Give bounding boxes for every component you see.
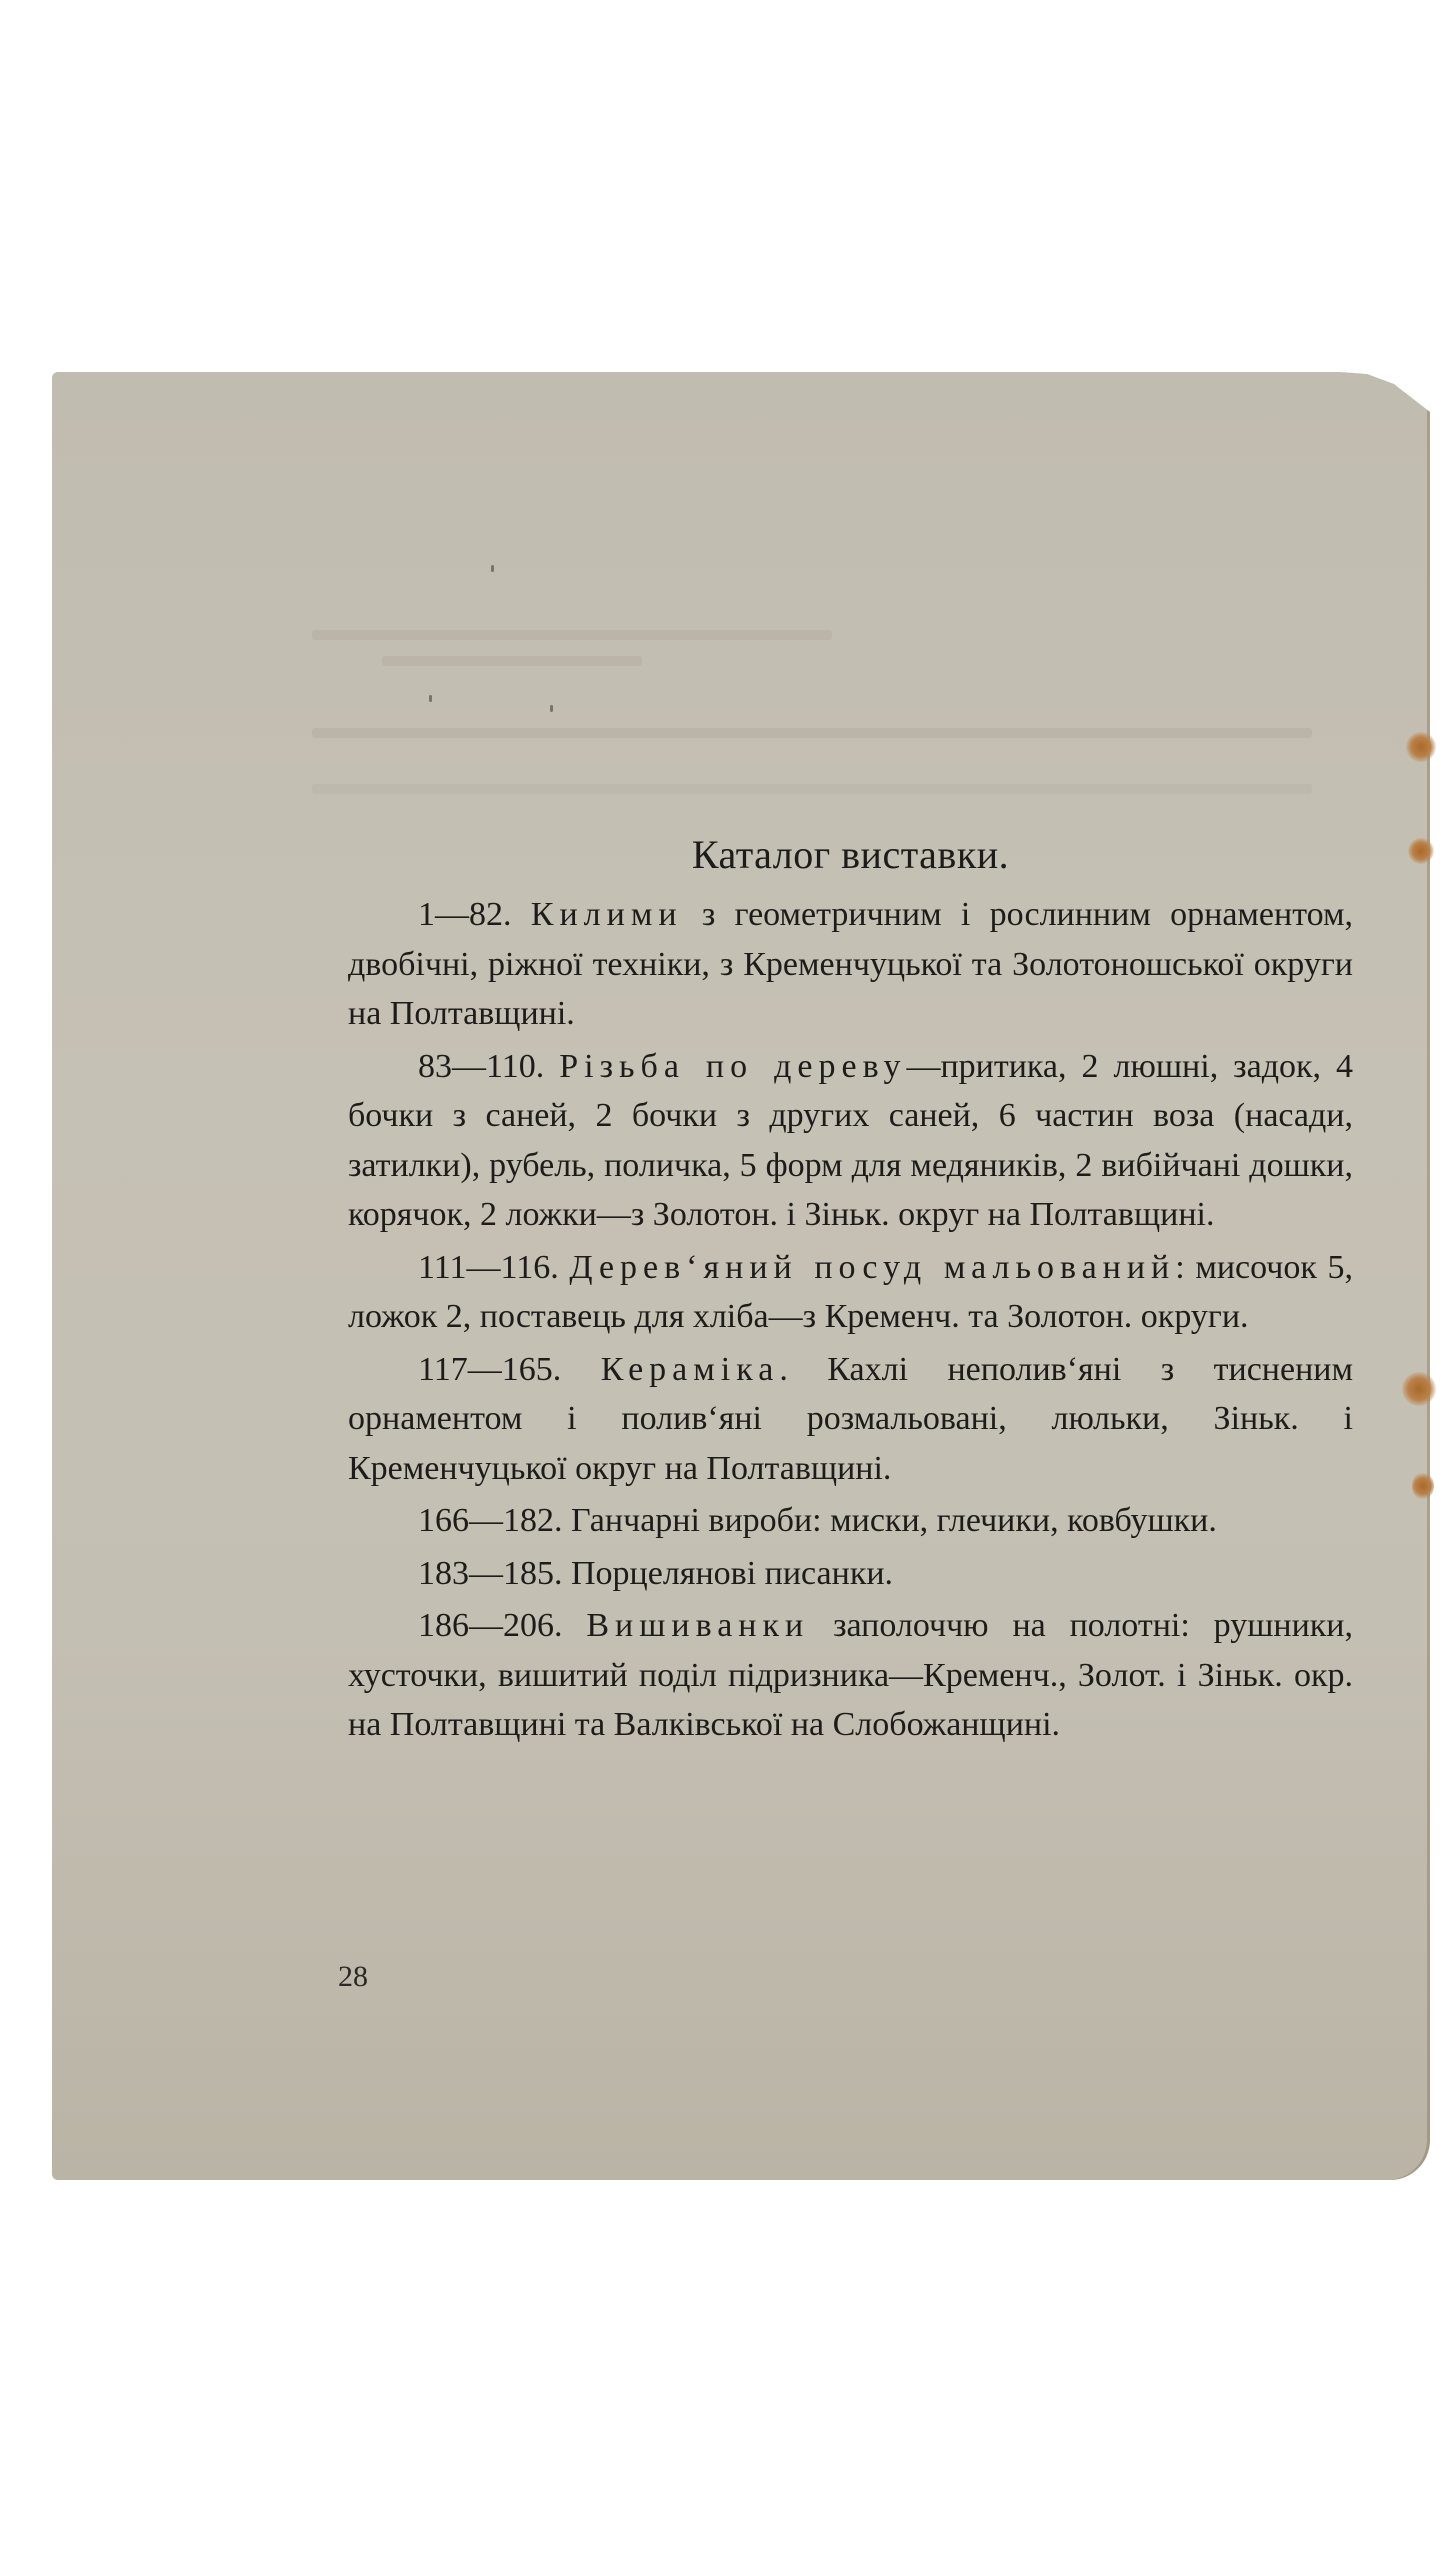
- entry-heading: Дерев‘яний посуд мальований: [569, 1248, 1176, 1286]
- entry-heading: Різьба по дереву: [559, 1047, 907, 1085]
- entry-text: . Кахлі неполив‘яні з тисненим орнаментом і полив‘яні розмальовані, люльки, Зіньк. і Кременчуцької округ на Полтавщині.: [348, 1350, 1353, 1487]
- entry-range: 186—206.: [418, 1607, 563, 1644]
- entry-range: 117—165.: [418, 1350, 562, 1388]
- entry-range: 1—82.: [418, 896, 512, 933]
- entry-range: 83—110.: [418, 1047, 545, 1085]
- paper-speck: [429, 695, 432, 702]
- catalog-entry: [348, 1496, 1353, 1546]
- page-content: [348, 820, 1353, 1753]
- catalog-entry: [348, 1042, 1353, 1240]
- bleed-through-line: [382, 656, 642, 666]
- entry-text: Ганчарні вироби: миски, глечики, ковбушки.: [571, 1502, 1217, 1539]
- catalog-entry: [348, 1601, 1353, 1750]
- paper-speck: [550, 705, 553, 712]
- entry-heading: Килими: [530, 896, 683, 933]
- catalog-entry: [348, 1243, 1353, 1342]
- entry-heading: Кераміка: [600, 1350, 780, 1388]
- entry-heading: Вишиванки: [586, 1607, 810, 1644]
- entry-range: 166—182.: [418, 1502, 563, 1539]
- bleed-through-line: [312, 630, 832, 640]
- entry-text: —притика, 2 люшні, задок, 4 бочки з саней, 2 бочки з других саней, 6 частин воза (насади, затилки), рубель, поличка, 5 форм для медяників, 2 вибійчані дошки, корячок, 2 ложки—з Золотон. і Зіньк. округ на Полтавщині.: [348, 1047, 1354, 1233]
- bleed-through-line: [312, 784, 1312, 794]
- rust-stain: [1408, 838, 1434, 864]
- page-title: Каталог виставки.: [691, 832, 1010, 877]
- bleed-through-line: [312, 728, 1312, 738]
- page-number: 28: [338, 1960, 368, 1993]
- entry-text: з геометричним і рослинним орнаментом, двобічні, ріжної техніки, з Кременчуцької та Золотоношської округи на Полтавщині.: [348, 896, 1353, 1032]
- paper-speck: [491, 565, 494, 572]
- entry-range: 111—116.: [418, 1248, 559, 1286]
- catalog-entry: [348, 890, 1353, 1039]
- entry-text: заполоччю на полотні: рушники, хусточки, вишитий поділ підризника—Кременч., Золот. і Зіньк. окр. на Полтавщині та Валківської на Слобожанщині.: [348, 1607, 1353, 1743]
- rust-stain: [1412, 1472, 1434, 1500]
- entry-text: Порцелянові писанки.: [571, 1554, 894, 1592]
- entry-text: : мисочок 5, ложок 2, поставець для хліба—з Кременч. та Золотон. округи.: [348, 1248, 1353, 1335]
- rust-stain: [1406, 732, 1436, 762]
- entry-range: 183—185.: [418, 1554, 563, 1592]
- catalog-entry: [348, 1345, 1353, 1494]
- rust-stain: [1402, 1372, 1436, 1406]
- catalog-entry: [348, 1549, 1353, 1599]
